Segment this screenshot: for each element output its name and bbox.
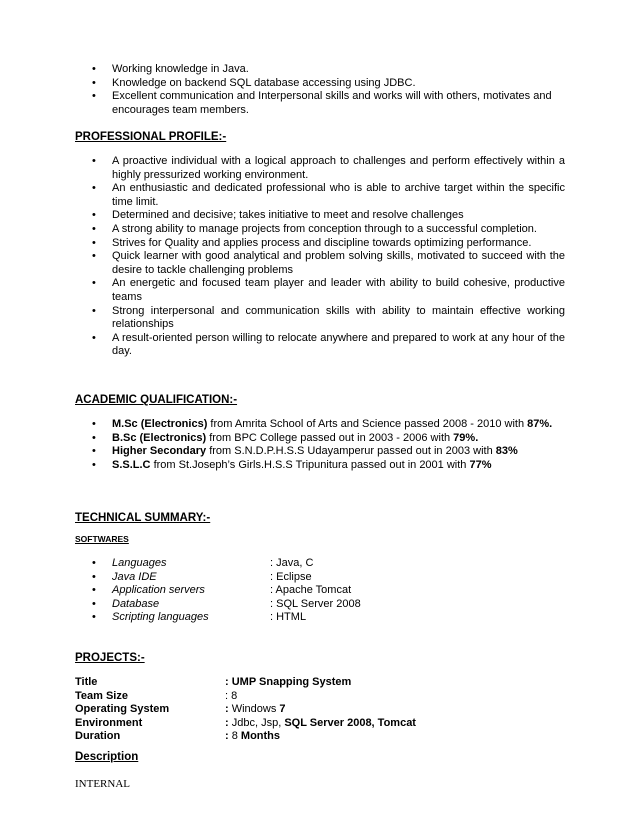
list-item: • Quick learner with good analytical and problem solving skills, motivated to succeed with the desire to tackle challenging problems bbox=[75, 250, 565, 277]
colon-separator: : bbox=[225, 730, 232, 743]
list-item bbox=[75, 418, 575, 432]
list-item: • A proactive individual with a logical approach to challenges and perform effectively within a highly pressurized working environment. bbox=[75, 155, 565, 182]
list-item: • Determined and decisive; takes initiative to meet and resolve challenges bbox=[75, 209, 565, 223]
list-item: • A result-oriented person willing to relocate anywhere and prepared to work at any hour of the day. bbox=[75, 332, 565, 359]
degree-detail: from St.Joseph’s Girls.H.S.S Tripunitura passed out in 2001 with bbox=[150, 458, 470, 471]
description-heading: Description bbox=[75, 751, 139, 763]
degree-name: M.Sc (Electronics) bbox=[112, 418, 208, 430]
list-item: • Excellent communication and Interpersonal skills and works will with others, motivates and encourages team members. bbox=[75, 90, 565, 117]
degree-name: S.S.L.C bbox=[112, 458, 151, 471]
project-title-row bbox=[75, 676, 416, 690]
projects-heading: PROJECTS:- bbox=[75, 652, 145, 664]
intro-bullet-list bbox=[75, 63, 565, 117]
os-version: 7 bbox=[279, 703, 286, 716]
list-item bbox=[75, 571, 475, 585]
operating-system-row bbox=[75, 703, 416, 717]
academic-qualification-heading: ACADEMIC QUALIFICATION:- bbox=[75, 394, 238, 406]
team-size-value: : 8 bbox=[225, 689, 238, 702]
env-bold: SQL Server 2008, Tomcat bbox=[284, 716, 416, 729]
list-item: • Working knowledge in Java. bbox=[75, 63, 565, 77]
list-item: • An energetic and focused team player and leader with ability to build cohesive, productive teams bbox=[75, 277, 565, 304]
academic-list bbox=[75, 418, 575, 472]
degree-score: 79%. bbox=[453, 431, 479, 444]
degree-score: 87%. bbox=[527, 418, 553, 430]
software-category: Application servers bbox=[112, 584, 205, 597]
footer-label: INTERNAL bbox=[75, 778, 130, 790]
software-value: : SQL Server 2008 bbox=[270, 597, 361, 610]
list-item bbox=[75, 432, 575, 446]
softwares-list bbox=[75, 557, 475, 625]
environment-row bbox=[75, 717, 416, 731]
degree-name: Higher Secondary bbox=[112, 445, 207, 458]
list-item bbox=[75, 611, 475, 625]
software-category: Languages bbox=[112, 557, 167, 569]
colon-separator: : bbox=[225, 716, 232, 729]
degree-detail: from BPC College passed out in 2003 - 2006 with bbox=[206, 431, 454, 444]
softwares-subheading: SOFTWARES bbox=[75, 534, 129, 544]
list-item bbox=[75, 557, 475, 571]
degree-score: 83% bbox=[495, 445, 518, 458]
software-value: : Apache Tomcat bbox=[270, 584, 352, 597]
duration-row bbox=[75, 730, 416, 744]
list-item bbox=[75, 584, 475, 598]
software-category: Scripting languages bbox=[112, 611, 209, 624]
list-item bbox=[75, 598, 475, 612]
professional-profile-list bbox=[75, 155, 565, 359]
duration-number: 8 bbox=[231, 730, 241, 743]
operating-system-label: Operating System bbox=[75, 703, 170, 716]
env-plain: Jdbc, Jsp, bbox=[231, 716, 285, 729]
team-size-label: Team Size bbox=[75, 689, 128, 702]
colon-separator: : bbox=[225, 703, 232, 716]
degree-detail: from S.N.D.P.H.S.S Udayamperur passed out in 2003 with bbox=[206, 445, 496, 458]
software-category: Database bbox=[112, 597, 160, 610]
list-item bbox=[75, 459, 575, 473]
software-category: Java IDE bbox=[112, 570, 157, 583]
environment-value bbox=[225, 717, 416, 731]
duration-unit: Months bbox=[240, 730, 281, 743]
list-item: • Knowledge on backend SQL database accessing using JDBC. bbox=[75, 77, 565, 91]
project-details bbox=[75, 676, 416, 744]
software-value: : Java, C bbox=[270, 557, 314, 569]
duration-label: Duration bbox=[75, 730, 121, 743]
operating-system-value bbox=[225, 703, 286, 717]
os-name: Windows bbox=[231, 703, 280, 716]
project-title-value: : UMP Snapping System bbox=[225, 676, 352, 688]
list-item: • Strives for Quality and applies process and discipline towards optimizing performance. bbox=[75, 237, 565, 251]
technical-summary-heading: TECHNICAL SUMMARY:- bbox=[75, 512, 211, 524]
professional-profile-heading: PROFESSIONAL PROFILE:- bbox=[75, 131, 227, 143]
degree-score: 77% bbox=[469, 458, 492, 471]
list-item: • A strong ability to manage projects from conception through to a successful completion. bbox=[75, 223, 565, 237]
environment-label: Environment bbox=[75, 716, 143, 729]
list-item: • An enthusiastic and dedicated professional who is able to archive target within the specific time limit. bbox=[75, 182, 565, 209]
team-size-row bbox=[75, 690, 416, 704]
degree-name: B.Sc (Electronics) bbox=[112, 431, 207, 444]
degree-detail: from Amrita School of Arts and Science passed 2008 - 2010 with bbox=[207, 418, 528, 430]
software-value: : HTML bbox=[270, 611, 307, 624]
duration-value bbox=[225, 730, 280, 744]
list-item bbox=[75, 445, 575, 459]
software-value: : Eclipse bbox=[270, 570, 312, 583]
project-title-label: Title bbox=[75, 676, 98, 688]
list-item: • Strong interpersonal and communication skills with ability to maintain effective working relationships bbox=[75, 305, 565, 332]
